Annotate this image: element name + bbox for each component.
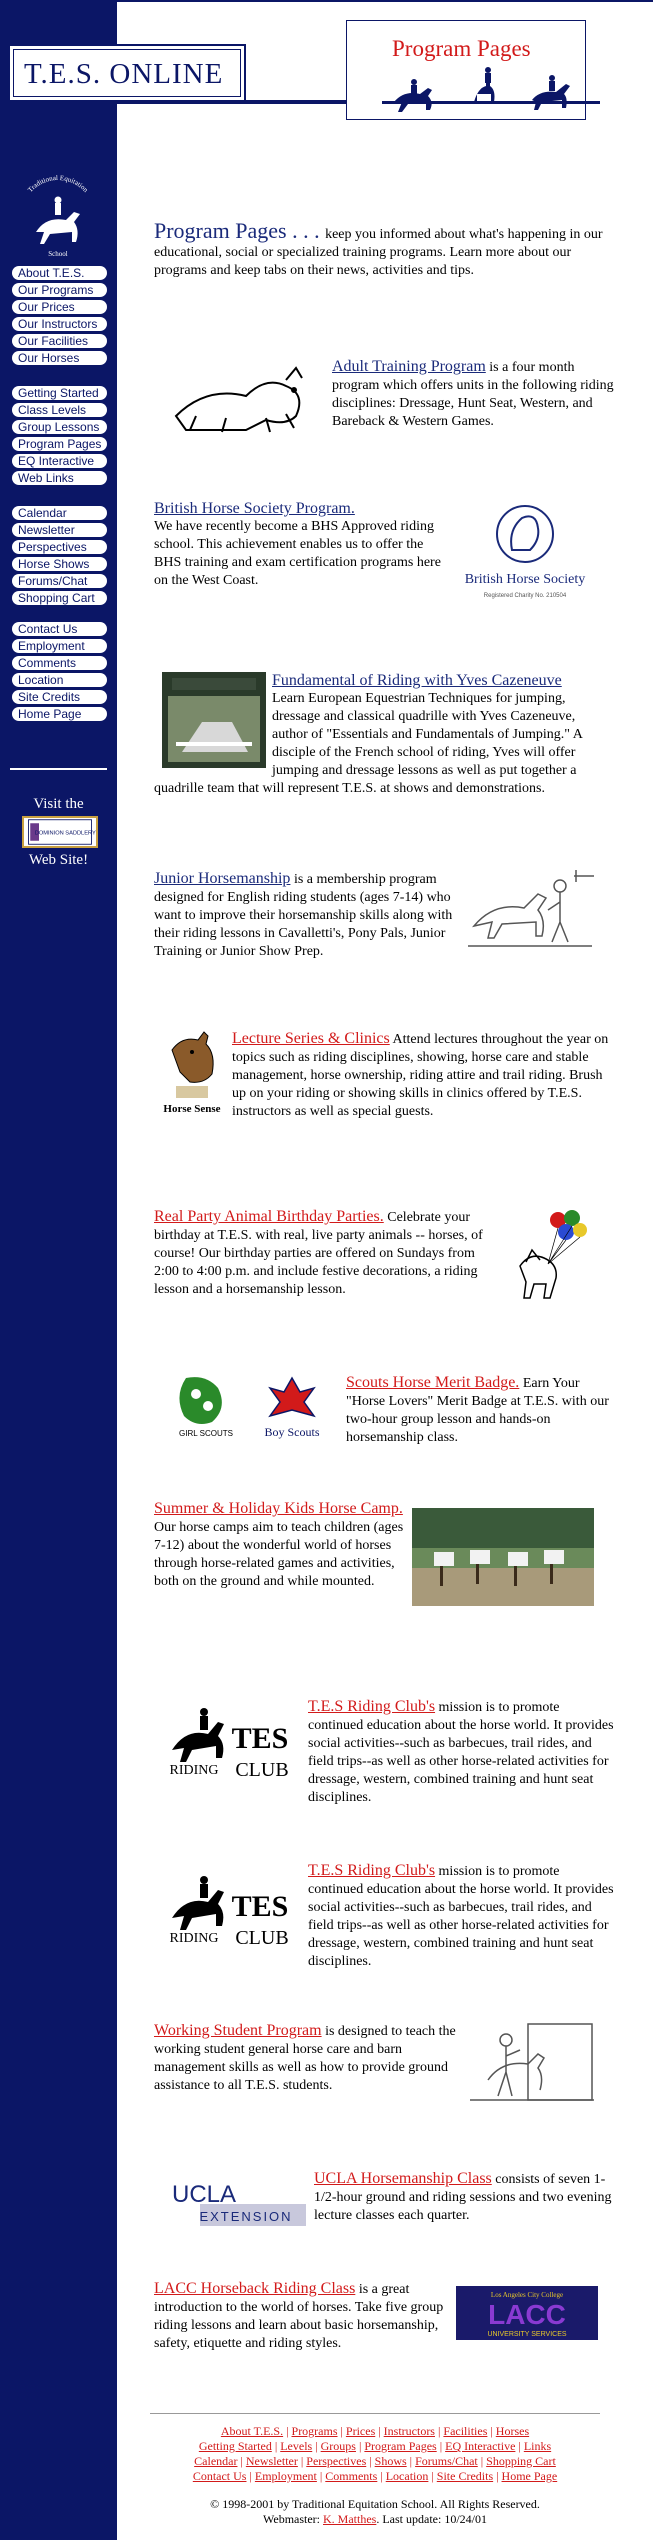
horse-sense-logo <box>162 1030 222 1124</box>
last-update: . Last update: 10/24/01 <box>376 2512 487 2526</box>
nav-item-perspectives[interactable]: Perspectives <box>12 540 107 554</box>
footer-link-instructors[interactable]: Instructors <box>383 2424 435 2438</box>
program-working-student <box>154 2022 458 2095</box>
ucla-extension-text: EXTENSION <box>199 2209 293 2224</box>
nav-item-facilities[interactable]: Our Facilities <box>12 334 107 348</box>
footer-link-shows[interactable]: Shows <box>374 2454 407 2468</box>
nav-group-community <box>12 506 107 608</box>
footer-link-shopping-cart[interactable]: Shopping Cart <box>486 2454 556 2468</box>
nav-item-calendar[interactable]: Calendar <box>12 506 107 520</box>
party-horse-balloons-icon <box>506 1206 592 1300</box>
site-logo[interactable] <box>8 44 246 102</box>
riding-club-link[interactable]: T.E.S Riding Club's <box>308 1698 436 1715</box>
adult-training-text: is a four month program which offers units in the following riding disciplines: Dressage, Hunt Seat, Western, and Bareback & Western Games. <box>332 360 614 429</box>
riding-club-club-text-2: CLUB <box>235 1927 289 1949</box>
program-riding-club <box>308 1698 614 1807</box>
program-riding-club-2 <box>308 1862 614 1971</box>
nav-item-class-levels[interactable]: Class Levels <box>12 403 107 417</box>
dominion-saddlery-logo[interactable] <box>22 816 98 848</box>
badge-line1: Traditional Equitation <box>26 173 90 194</box>
yves-link[interactable]: Fundamental of Riding with Yves Cazeneuve <box>272 672 562 689</box>
footer-link-employment[interactable]: Employment <box>254 2469 317 2483</box>
lecture-link[interactable]: Lecture Series & Clinics <box>232 1030 390 1047</box>
junior-text: is a membership program designed for English riding students (ages 7-14) who want to improve their horsemanship skills along with their riding lessons in Cavalletti's, Pony Pals, Junior Training or Junior Show Prep. <box>154 872 453 959</box>
program-scouts-merit-badge <box>346 1374 614 1447</box>
bhs-text: We have recently become a BHS Approved riding school. This achievement enables us to offer the BHS training and exam certification programs here on the West Coast. <box>154 519 441 588</box>
program-lecture-series <box>232 1030 612 1121</box>
nav-group-about <box>12 266 107 368</box>
footer-row-4: Contact Us | Employment | Comments | Location | Site Credits | Home Page <box>192 2469 558 2483</box>
dominion-logo-text: DOMINION SADDLERY <box>34 830 96 837</box>
nav-item-horses[interactable]: Our Horses <box>12 351 107 365</box>
footer-row-2: Getting Started | Levels | Groups | Program Pages | EQ Interactive | Links <box>198 2439 552 2453</box>
footer-link-home-page[interactable]: Home Page <box>501 2469 558 2483</box>
lacc-logo-bottom: UNIVERSITY SERVICES <box>487 2331 567 2338</box>
junior-horsemanship-sketch-icon <box>464 866 596 952</box>
webmaster-line <box>150 2512 600 2527</box>
nav-item-employment[interactable]: Employment <box>12 639 107 653</box>
nav-item-web-links[interactable]: Web Links <box>12 471 107 485</box>
program-yves-cazeneuve <box>154 672 614 798</box>
program-birthday-parties <box>154 1208 486 1299</box>
nav-item-eq-interactive[interactable]: EQ Interactive <box>12 454 107 468</box>
riding-club-club-text: CLUB <box>235 1759 289 1781</box>
horse-camp-photo <box>412 1508 594 1606</box>
footer-divider <box>150 2413 600 2414</box>
birthday-link[interactable]: Real Party Animal Birthday Parties. <box>154 1208 384 1225</box>
riders-icon <box>382 66 592 118</box>
girl-scouts-text: GIRL SCOUTS <box>179 1429 233 1438</box>
bhs-link[interactable]: British Horse Society Program. <box>154 500 355 517</box>
british-horse-society-logo <box>440 500 610 604</box>
lacc-text: is a great introduction to the world of horses. Take five group riding lessons and learn about basic horsemanship, safety, etiquette and riding styles. <box>154 2282 444 2351</box>
footer-link-eq-interactive[interactable]: EQ Interactive <box>445 2439 516 2453</box>
footer-link-comments[interactable]: Comments <box>325 2469 378 2483</box>
ucla-logo-text: UCLA <box>172 2181 237 2208</box>
nav-item-location[interactable]: Location <box>12 673 107 687</box>
riding-club-tes-text-2: TES <box>231 1890 289 1923</box>
intro-title: Program Pages <box>154 218 287 243</box>
footer-link-links[interactable]: Links <box>523 2439 552 2453</box>
adult-training-cartoon-icon <box>166 360 336 436</box>
footer-link-levels[interactable]: Levels <box>280 2439 313 2453</box>
program-lacc-riding <box>154 2280 454 2353</box>
copyright-text: © 1998-2001 by Traditional Equitation School. All Rights Reserved. <box>210 2497 540 2511</box>
footer-link-programs[interactable]: Programs <box>291 2424 338 2438</box>
bhs-logo-text: British Horse Society <box>464 572 586 587</box>
footer-link-getting-started[interactable]: Getting Started <box>198 2439 272 2453</box>
webmaster-link[interactable]: K. Matthes <box>323 2512 377 2526</box>
badge-line2: School <box>48 250 68 258</box>
nav-group-lessons <box>12 386 107 488</box>
birthday-text: Celebrate your birthday at T.E.S. with real, live party animals -- horses, of course! Our birthday parties are offered on Sundays from 2:00 to 4:00 p.m. and include festive decorations, a riding lesson and a horsemanship lesson. <box>154 1210 483 1297</box>
nav-item-prices[interactable]: Our Prices <box>12 300 107 314</box>
nav-item-comments[interactable]: Comments <box>12 656 107 670</box>
footer-link-prices[interactable]: Prices <box>345 2424 376 2438</box>
footer-link-groups[interactable]: Groups <box>320 2439 356 2453</box>
copyright <box>150 2497 600 2527</box>
adult-training-link[interactable]: Adult Training Program <box>332 358 486 375</box>
nav-item-instructors[interactable]: Our Instructors <box>12 317 107 331</box>
nav-item-horse-shows[interactable]: Horse Shows <box>12 557 107 571</box>
junior-link[interactable]: Junior Horsemanship <box>154 870 291 887</box>
program-ucla-horsemanship <box>314 2170 616 2225</box>
footer-link-about[interactable]: About T.E.S. <box>220 2424 284 2438</box>
svg-text:Traditional Equitation <box>26 174 90 194</box>
footer-row-3: Calendar | Newsletter | Perspectives | Shows | Forums/Chat | Shopping Cart <box>194 2454 556 2468</box>
bhs-logo-subtext: Registered Charity No. 210504 <box>483 593 567 599</box>
lecture-text: Attend lectures throughout the year on topics such as riding disciplines, showing, horse care and stable management, horse ownership, riding attire and trail riding. Brush up on your riding or showing skills in clinics offered by T.E.S. instructors as well as special guests. <box>232 1032 609 1119</box>
riding-club-tes-text: TES <box>231 1722 289 1755</box>
footer-link-facilities[interactable]: Facilities <box>443 2424 488 2438</box>
page-title: Program Pages <box>392 36 531 61</box>
intro <box>154 218 612 280</box>
intro-dots: . . . <box>286 218 326 243</box>
footer-link-perspectives[interactable]: Perspectives <box>306 2454 367 2468</box>
nav-item-programs[interactable]: Our Programs <box>12 283 107 297</box>
sponsor-website-text: Web Site! <box>28 852 89 868</box>
intro-text: keep you informed about what's happening in our educational, social or specialized training programs. Learn more about our programs and keep tabs on their news, activities and tips. <box>154 227 603 278</box>
boy-scouts-text: Boy Scouts <box>264 1425 320 1439</box>
summer-camp-link[interactable]: Summer & Holiday Kids Horse Camp. <box>154 1500 403 1517</box>
summer-camp-text: Our horse camps aim to teach children (ages 7-12) about the wonderful world of horses through horse-related games and activities, both on the ground and while mounted. <box>154 1520 404 1589</box>
riding-club-text: mission is to promote continued education about the horse world. It provides social activities--such as barbecues, trail rides, and field trips--as well as other horse-related activities for dressage, western, combined training and hunt seat disciplines. <box>308 1700 614 1805</box>
nav-item-newsletter[interactable]: Newsletter <box>12 523 107 537</box>
scouts-text: Earn Your "Horse Lovers" Merit Badge at T.E.S. with our two-hour group lesson and hands-on horsemanship class. <box>346 1376 609 1445</box>
footer-link-location[interactable]: Location <box>385 2469 429 2483</box>
program-junior-horsemanship <box>154 870 454 961</box>
program-bhs <box>154 500 444 590</box>
boy-scouts-logo <box>252 1374 332 1440</box>
yves-text: Learn European Equestrian Techniques for jumping, dressage and classical quadrille with Yves Cazeneuve, author of "Essentials and Fundamentals of Jumping." A disciple of the French school of riding, Yves will offer jumping and dressage lessons as well as put together a quadrille team that will represent T.E.S. at shows and demonstrations. <box>154 691 583 796</box>
logo-underline <box>0 100 346 104</box>
yves-float-spacer <box>154 672 272 772</box>
program-adult-training <box>332 358 620 431</box>
nav-item-program-pages[interactable]: Program Pages <box>12 437 107 451</box>
webmaster-label: Webmaster: <box>263 2512 324 2526</box>
sidebar <box>0 0 117 2540</box>
riding-club-riding-text: RIDING <box>169 1763 219 1778</box>
horse-sense-logo-text: Horse Sense <box>163 1103 221 1115</box>
scouts-link[interactable]: Scouts Horse Merit Badge. <box>346 1374 520 1391</box>
nav-item-home-page[interactable]: Home Page <box>12 707 107 721</box>
lacc-logo-text: LACC <box>488 2299 566 2330</box>
tes-riding-club-logo <box>166 1694 296 1794</box>
sidebar-divider <box>10 768 107 770</box>
riding-club-riding-text-2: RIDING <box>169 1931 219 1946</box>
footer-link-calendar[interactable]: Calendar <box>194 2454 238 2468</box>
working-student-sketch-icon <box>468 2018 596 2106</box>
nav-item-about[interactable]: About T.E.S. <box>12 266 107 280</box>
footer-row-1: About T.E.S. | Programs | Prices | Instructors | Facilities | Horses <box>220 2424 530 2438</box>
nav-group-contact <box>12 622 107 724</box>
footer-link-contact-us[interactable]: Contact Us <box>192 2469 247 2483</box>
lacc-logo-top: Los Angeles City College <box>490 2291 564 2299</box>
footer-link-newsletter[interactable]: Newsletter <box>245 2454 298 2468</box>
ucla-text: consists of seven 1-1/2-hour ground and riding sessions and two evening lecture classes each quarter. <box>314 2172 612 2223</box>
nav-item-site-credits[interactable]: Site Credits <box>12 690 107 704</box>
nav-item-shopping-cart[interactable]: Shopping Cart <box>12 591 107 605</box>
nav-item-getting-started[interactable]: Getting Started <box>12 386 107 400</box>
school-badge-icon <box>8 170 108 262</box>
footer-link-forums-chat[interactable]: Forums/Chat <box>415 2454 478 2468</box>
ucla-link[interactable]: UCLA Horsemanship Class <box>314 2170 492 2187</box>
nav-item-forums-chat[interactable]: Forums/Chat <box>12 574 107 588</box>
nav-item-group-lessons[interactable]: Group Lessons <box>12 420 107 434</box>
sponsor-visit-text: Visit the <box>33 796 84 812</box>
nav-item-contact-us[interactable]: Contact Us <box>12 622 107 636</box>
tes-riding-club-logo-2 <box>166 1862 296 1962</box>
footer-nav <box>150 2424 600 2484</box>
working-student-text: is designed to teach the working student general horse care and barn management skills as well as how to provide ground assistance to all T.E.S. students. <box>154 2024 456 2093</box>
footer-link-horses[interactable]: Horses <box>495 2424 530 2438</box>
riding-club-text-2: mission is to promote continued education about the horse world. It provides social activities--such as barbecues, trail rides, and field trips--as well as other horse-related activities for dressage, western, combined training and hunt seat disciplines. <box>308 1864 614 1969</box>
working-student-link[interactable]: Working Student Program <box>154 2022 322 2039</box>
footer-link-program-pages[interactable]: Program Pages <box>364 2439 437 2453</box>
lacc-logo <box>456 2286 598 2340</box>
program-summer-camp <box>154 1500 410 1591</box>
riding-club-link-2[interactable]: T.E.S Riding Club's <box>308 1862 436 1879</box>
ucla-extension-logo <box>166 2174 306 2230</box>
girl-scouts-logo <box>166 1374 246 1440</box>
lacc-link[interactable]: LACC Horseback Riding Class <box>154 2280 356 2297</box>
footer-link-site-credits[interactable]: Site Credits <box>436 2469 494 2483</box>
logo-text: T.E.S. ONLINE <box>24 58 224 90</box>
